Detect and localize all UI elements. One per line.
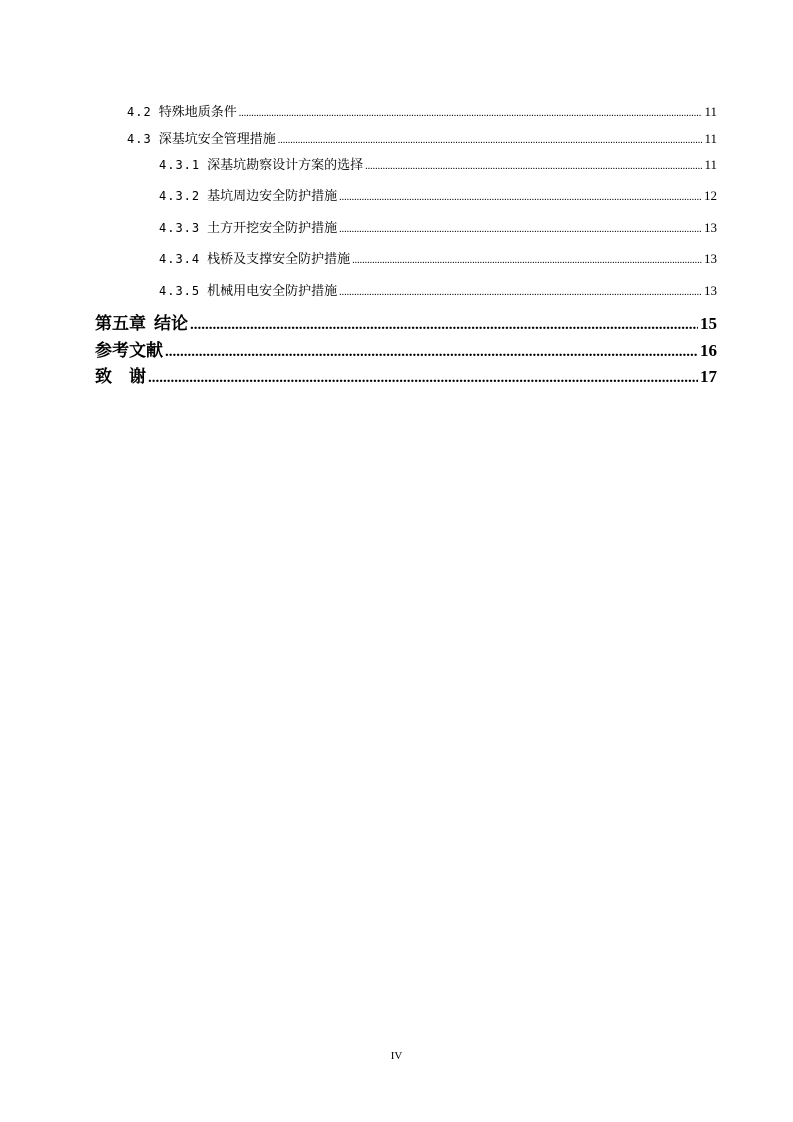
toc-entry-title: 深基坑勘察设计方案的选择 <box>207 158 364 173</box>
toc-leader-dots <box>339 287 702 298</box>
toc-chapter-label: 第五章 <box>95 314 146 334</box>
toc-chapter-page: 17 <box>700 367 717 386</box>
toc-entry-4-2 <box>127 101 717 120</box>
toc-entry-title: 机械用电安全防护措施 <box>207 284 338 299</box>
toc-chapter-title: 致 谢 <box>95 367 146 387</box>
toc-entry-number: 4.3.2 <box>159 189 201 203</box>
toc-entry-page: 11 <box>704 131 717 146</box>
toc-entry-page: 13 <box>704 251 717 266</box>
toc-entry-title: 栈桥及支撑安全防护措施 <box>207 252 351 267</box>
toc-leader-dots <box>190 317 698 334</box>
toc-acknowledgements <box>95 362 717 387</box>
toc-chapter-page: 15 <box>700 314 717 333</box>
page-number: IV <box>390 1050 403 1062</box>
toc-chapter-title: 参考文献 <box>95 341 163 361</box>
toc-leader-dots <box>352 255 702 266</box>
toc-entry-number: 4.2 <box>127 105 152 119</box>
toc-entry-page: 13 <box>704 283 717 298</box>
toc-entry-page: 13 <box>704 220 717 235</box>
toc-entry-page: 12 <box>704 188 717 203</box>
toc-entry-4-3-4 <box>159 248 717 267</box>
toc-entry-4-3 <box>127 128 717 147</box>
toc-entry-title: 深基坑安全管理措施 <box>158 132 276 147</box>
toc-entry-page: 11 <box>704 104 717 119</box>
toc-entry-page: 11 <box>704 157 717 172</box>
toc-entry-number: 4.3.5 <box>159 284 201 298</box>
toc-chapter-5 <box>95 309 717 334</box>
toc-leader-dots <box>278 135 703 146</box>
toc-references <box>95 336 717 361</box>
toc-leader-dots <box>148 370 698 387</box>
toc-entry-4-3-5 <box>159 280 717 299</box>
toc-entry-4-3-1 <box>159 154 717 173</box>
toc-leader-dots <box>365 161 702 172</box>
toc-leader-dots <box>339 224 702 235</box>
toc-leader-dots <box>339 192 702 203</box>
toc-chapter-page: 16 <box>700 341 717 360</box>
toc-entry-number: 4.3.3 <box>159 221 201 235</box>
toc-entry-title: 土方开挖安全防护措施 <box>207 221 338 236</box>
toc-chapter-title: 结论 <box>154 314 188 334</box>
toc-entry-number: 4.3.4 <box>159 252 201 266</box>
toc-entry-title: 基坑周边安全防护措施 <box>207 189 338 204</box>
toc-entry-4-3-3 <box>159 217 717 236</box>
toc-entry-title: 特殊地质条件 <box>158 105 237 120</box>
toc-entry-number: 4.3 <box>127 132 152 146</box>
toc-leader-dots <box>165 344 698 361</box>
toc-entry-number: 4.3.1 <box>159 158 201 172</box>
toc-entry-4-3-2 <box>159 185 717 204</box>
toc-leader-dots <box>239 108 703 119</box>
